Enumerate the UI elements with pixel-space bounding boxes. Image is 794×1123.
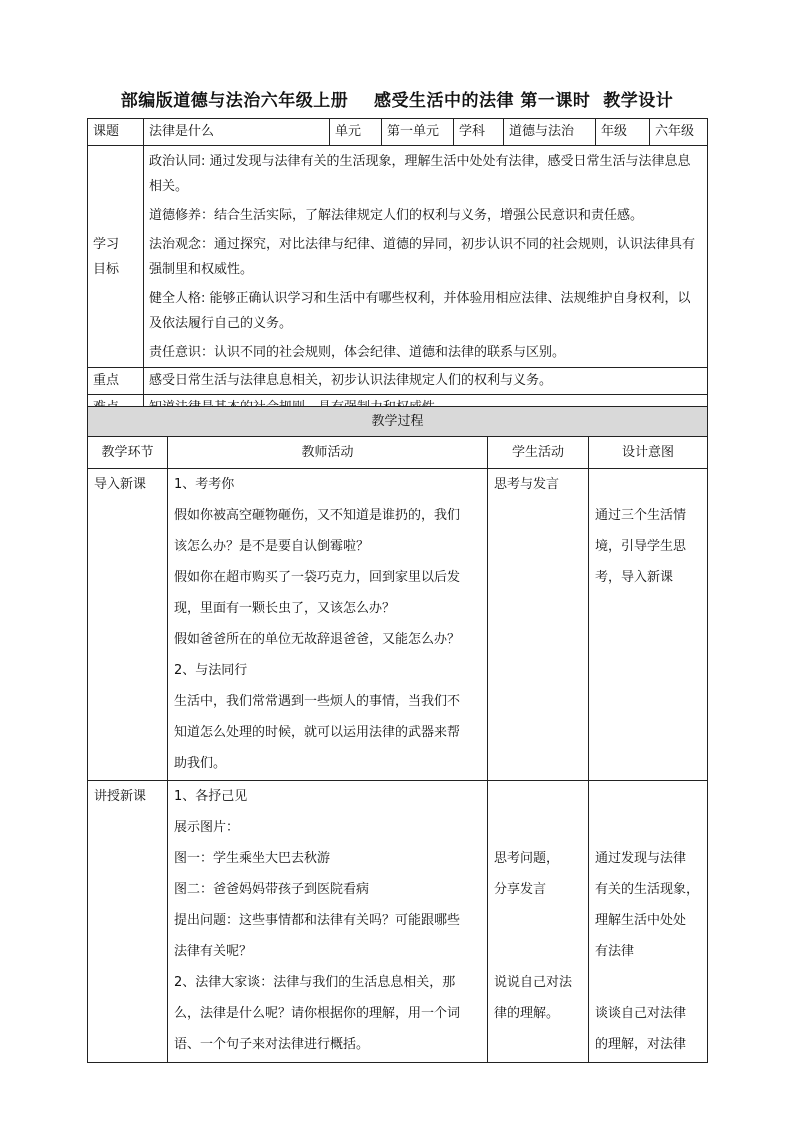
teacher-line: 2、法律大家谈：法律与我们的生活息息相关，那 [174, 975, 456, 990]
teacher-line: 该怎么办？是不是要自认倒霉啦？ [174, 539, 370, 554]
grade-label: 年级 [596, 119, 650, 146]
teacher-line: 假如爸爸所在的单位无故辞退爸爸，又能怎么办？ [174, 632, 461, 647]
teacher-line: 1、各抒己见 [174, 789, 248, 804]
intent-line: 通过发现与法律 [595, 851, 687, 866]
teacher-line: 图一：学生乘坐大巴去秋游 [174, 851, 331, 866]
stage-name: 导入新课 [94, 477, 147, 492]
unit-label: 单元 [330, 119, 382, 146]
goals-row [88, 146, 708, 368]
design-intent-cell [589, 781, 708, 1063]
design-intent-cell [589, 469, 708, 781]
goal-item: 道德修养：结合生活实际，了解法律规定人们的权利与义务，增强公民意识和责任感。 [149, 208, 644, 223]
teacher-line: 假如你在超市购买了一袋巧克力，回到家里以后发 [174, 570, 461, 585]
grade-value: 六年级 [650, 119, 708, 146]
teacher-line: 图二：爸爸妈妈带孩子到医院看病 [174, 882, 370, 897]
student-line: 思考与发言 [494, 477, 560, 492]
column-header-intent: 设计意图 [589, 437, 708, 469]
student-line: 分享发言 [494, 882, 547, 897]
goal-item: 法治观念：通过探究，对比法律与纪律、道德的异同，初步认识不同的社会规则，认识法律具有强制里和权威性。 [149, 237, 696, 277]
intent-line: 考，导入新课 [595, 570, 674, 585]
student-line: 思考问题， [494, 851, 560, 866]
student-activity-cell [488, 781, 589, 1063]
teacher-activity-cell [168, 781, 488, 1063]
process-header: 教学过程 [88, 407, 708, 437]
lesson-label: 课题 [88, 119, 144, 146]
intent-line: 境，引导学生思 [595, 539, 687, 554]
goals-label-line-1: 学习 [93, 236, 120, 252]
teacher-line: 假如你被高空砸物砸伤，又不知道是谁扔的，我们 [174, 508, 461, 523]
teacher-line: 1、考考你 [174, 477, 235, 492]
lesson-value: 法律是什么 [144, 119, 330, 146]
intent-line: 通过三个生活情 [595, 508, 687, 523]
stage-name: 讲授新课 [94, 789, 147, 804]
goal-item: 健全人格: 能够正确认识学习和生活中有哪些权利，并体验用相应法律、法规维护自身权利，以及依法履行自己的义务。 [149, 291, 691, 331]
subject-value: 道德与法治 [504, 119, 596, 146]
teacher-line: 助我们。 [174, 756, 227, 771]
teacher-line: 展示图片： [174, 820, 240, 835]
intent-line: 谈谈自己对法律 [595, 1006, 687, 1021]
key-point-row [88, 368, 708, 395]
intent-line: 理解生活中处处 [595, 913, 687, 928]
column-header-student: 学生活动 [488, 437, 589, 469]
process-row-intro [88, 469, 708, 781]
lesson-info-row [88, 119, 708, 146]
intent-line: 有法律 [595, 944, 635, 959]
teacher-line: 2、与法同行 [174, 663, 248, 678]
teacher-line: 生活中，我们常常遇到一些烦人的事情，当我们不 [174, 694, 461, 709]
goals-content [144, 146, 708, 368]
goal-item: 政治认同: 通过发现与法律有关的生活现象，理解生活中处处有法律，感受日常生活与法律息息相关。 [149, 154, 691, 194]
goals-label [88, 146, 144, 368]
teacher-activity-cell [168, 469, 488, 781]
lesson-info-table [87, 118, 708, 422]
subject-label: 学科 [454, 119, 504, 146]
student-line: 律的理解。 [494, 1006, 560, 1021]
teacher-line: 现，里面有一颗长虫了，又该怎么办？ [174, 601, 396, 616]
teacher-line: 么，法律是什么呢？请你根据你的理解，用一个词 [174, 1006, 461, 1021]
process-row-new-lesson [88, 781, 708, 1063]
teaching-process-table [87, 406, 708, 1063]
teacher-line: 知道怎么处理的时候，就可以运用法律的武器来帮 [174, 725, 461, 740]
process-header-row [88, 407, 708, 437]
column-header-stage: 教学环节 [88, 437, 168, 469]
goal-item: 责任意识：认识不同的社会规则，体会纪律、道德和法律的联系与区别。 [149, 345, 566, 360]
document-title: 部编版道德与法治六年级上册 感受生活中的法律 第一课时 教学设计 [120, 91, 674, 111]
key-point-text: 感受日常生活与法律息息相关，初步认识法律规定人们的权利与义务。 [144, 368, 708, 395]
teacher-line: 法律有关呢？ [174, 944, 253, 959]
stage-cell [88, 469, 168, 781]
column-header-row [88, 437, 708, 469]
intent-line: 有关的生活现象， [595, 882, 700, 897]
goals-label-line-2: 目标 [93, 261, 120, 277]
student-line: 说说自己对法 [494, 975, 573, 990]
teacher-line: 提出问题：这些事情都和法律有关吗？可能跟哪些 [174, 913, 461, 928]
key-point-label: 重点 [88, 368, 144, 395]
student-activity-cell [488, 469, 589, 781]
unit-value: 第一单元 [382, 119, 454, 146]
column-header-teacher: 教师活动 [168, 437, 488, 469]
teacher-line: 语、一个句子来对法律进行概括。 [174, 1037, 370, 1052]
stage-cell [88, 781, 168, 1063]
intent-line: 的理解，对法律 [595, 1037, 687, 1052]
